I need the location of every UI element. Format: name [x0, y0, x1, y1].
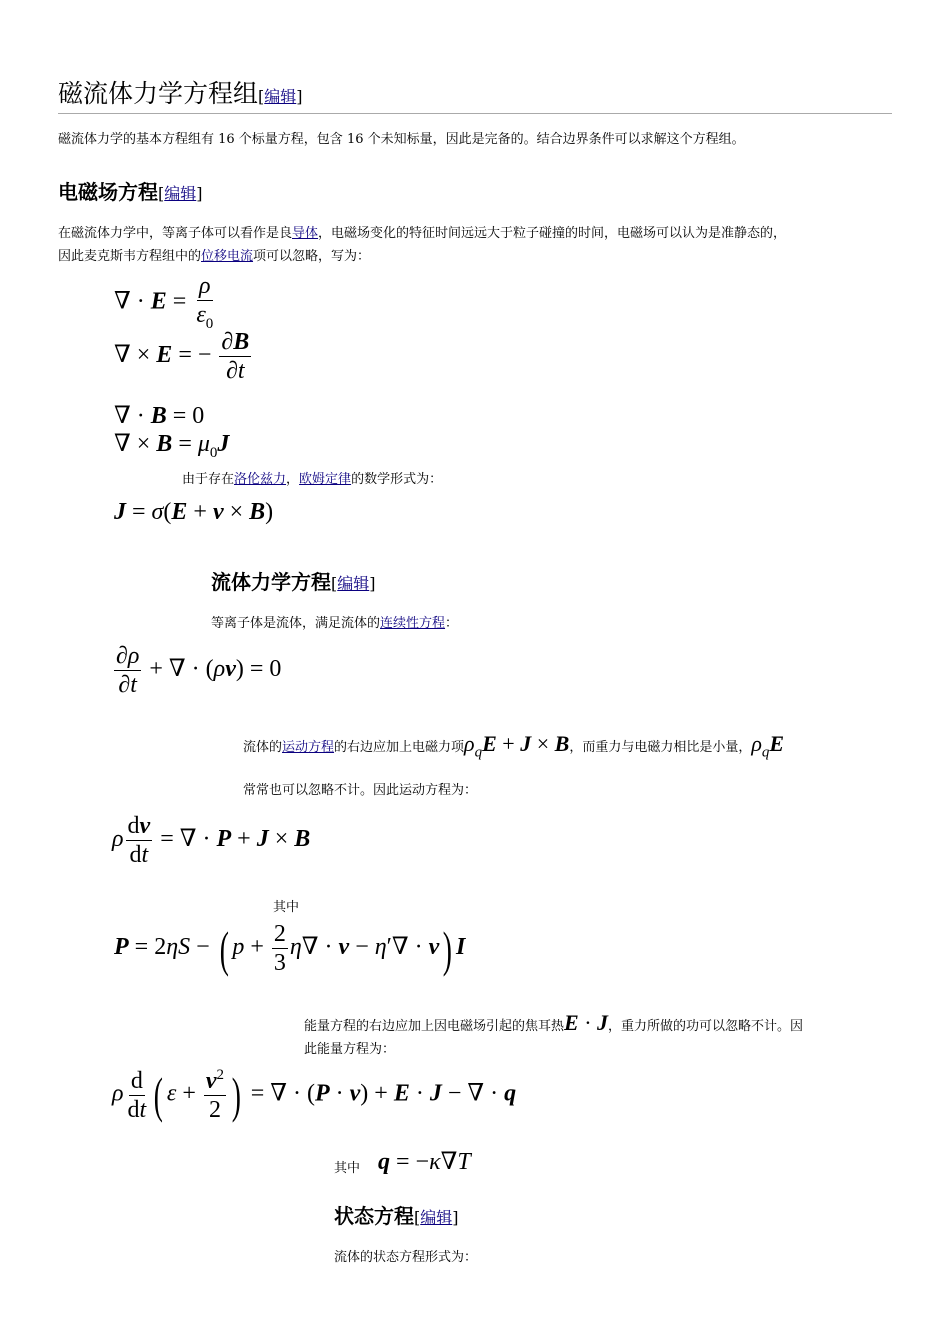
- edit-link-fluid[interactable]: 编辑: [337, 574, 370, 593]
- section-heading-fluid: 流体力学方程[编辑]: [211, 570, 376, 594]
- equation-heat-flux: q = −κ∇T: [378, 1149, 471, 1175]
- equation-energy: ρ $\frac{d}{dt}$ ( ε + $\frac{v^2}{2}$ ) = ∇ · (P · v) + E · J − ∇ · q: [112, 1067, 517, 1123]
- equation-gauss-e: ∇ · E = $\frac{\rho}{\varepsilon_0}$: [114, 273, 214, 332]
- link-conductor[interactable]: 导体: [292, 226, 319, 241]
- section-heading-state: 状态方程[编辑]: [334, 1204, 459, 1228]
- fluid-paragraph-2: 流体的运动方程的右边应加上电磁力项$\rho_qE + J \times B$，而重力与电磁力相比是小量，$\rho_qE$: [243, 731, 785, 761]
- page-title-text: 磁流体力学方程组: [58, 79, 259, 108]
- equation-stress-tensor: P = 2ηS − ( p + $\frac{2}{3}$ η∇ · v − η′∇ · v) I: [114, 920, 466, 977]
- where-label-2: 其中: [334, 1161, 361, 1176]
- equation-continuity: $\frac{\partial\rho}{\partial t}$ + ∇ · (ρv) = 0: [116, 643, 282, 698]
- equation-ampere: ∇ × $B = \mu_0J$: [114, 431, 230, 461]
- title-divider: [58, 113, 892, 114]
- edit-link-title[interactable]: 编辑: [264, 87, 297, 106]
- fluid-paragraph-4: 能量方程的右边应加上因电磁场引起的焦耳热E · J，重力所做的功可以忽略不计。因 此能量方程为：: [304, 1010, 804, 1057]
- em-paragraph-2: 由于存在洛伦兹力，欧姆定律的数学形式为：: [182, 472, 443, 487]
- link-continuity-equation[interactable]: 连续性方程: [380, 616, 446, 631]
- link-ohms-law[interactable]: 欧姆定律: [299, 472, 352, 487]
- em-paragraph-1: 在磁流体力学中，等离子体可以看作是良导体，电磁场变化的特征时间远远大于粒子碰撞的时间，电磁场可以认为是准静态的， 因此麦克斯韦方程组中的位移电流项可以忽略，写为：: [58, 226, 787, 264]
- equation-faraday: ∇ × E = − $\frac{\partial B}{\partial t}$: [114, 329, 250, 384]
- section-heading-em: 电磁场方程[编辑]: [58, 180, 203, 204]
- state-paragraph-1: 流体的状态方程形式为：: [334, 1250, 478, 1265]
- fluid-paragraph-1: 等离子体是流体，满足流体的连续性方程：: [211, 616, 459, 631]
- edit-link-em[interactable]: 编辑: [164, 184, 197, 203]
- link-lorentz-force[interactable]: 洛伦兹力: [234, 472, 287, 487]
- equation-gauss-b: ∇ · B = 0: [114, 403, 205, 429]
- fluid-paragraph-3: 常常也可以忽略不计。因此运动方程为：: [243, 783, 478, 798]
- where-label-1: 其中: [273, 900, 300, 915]
- link-displacement-current[interactable]: 位移电流: [201, 249, 254, 264]
- intro-paragraph: 磁流体力学的基本方程组有 16 个标量方程，包含 16 个未知标量，因此是完备的。结合边界条件可以求解这个方程组。: [58, 132, 745, 147]
- equation-motion: ρ $\frac{dv}{dt}$ = ∇ · P + J × B: [112, 813, 311, 868]
- link-equation-of-motion[interactable]: 运动方程: [282, 740, 335, 755]
- edit-link-state[interactable]: 编辑: [420, 1208, 453, 1227]
- page-title: 磁流体力学方程组[编辑]: [58, 79, 303, 108]
- equation-ohm: J = σ(E + v × B): [114, 499, 274, 525]
